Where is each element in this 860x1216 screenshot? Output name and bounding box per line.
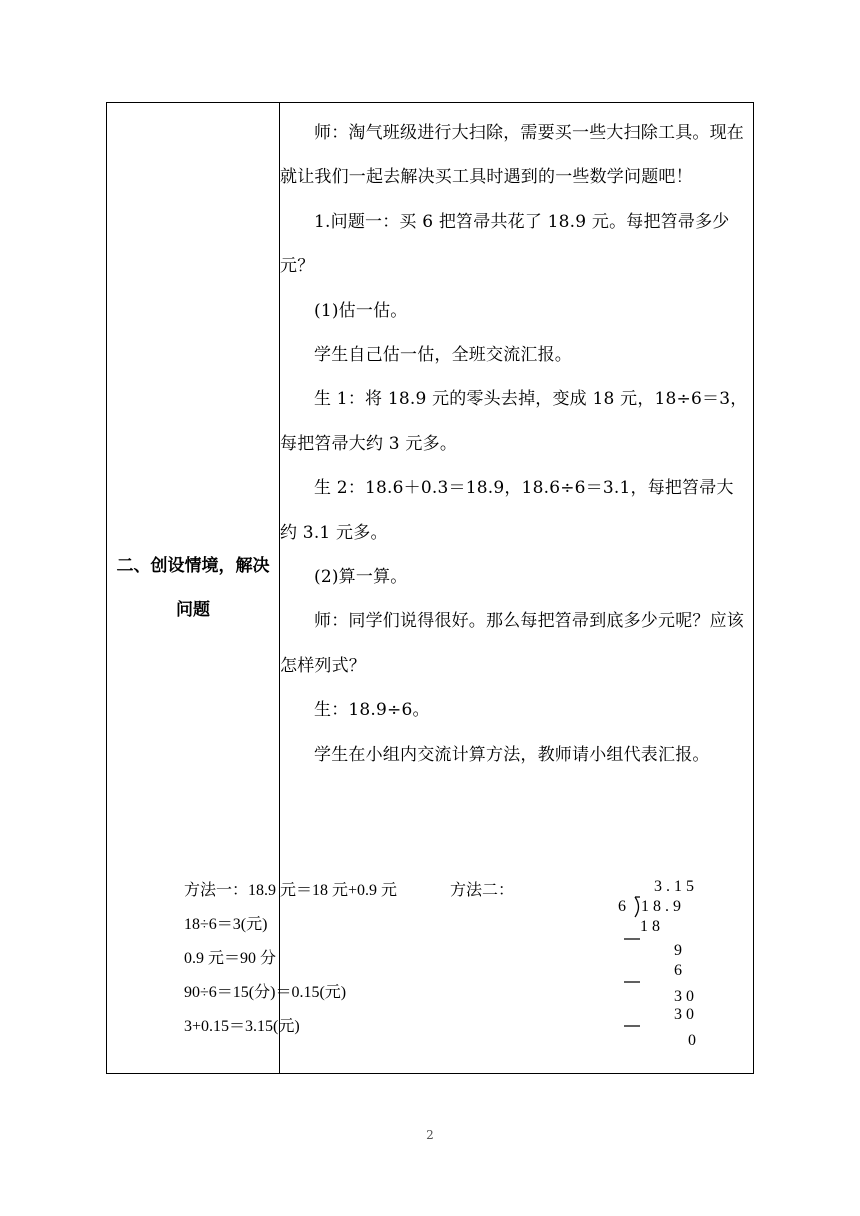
- calculation-methods: [180, 870, 700, 1060]
- paragraph: 师：淘气班级进行大扫除，需要买一些大扫除工具。现在就让我们一起去解决买工具时遇到的一些数学问题吧！: [280, 123, 744, 188]
- method-one-line: 90÷6＝15(分)＝0.15(元): [184, 984, 347, 1001]
- paragraph: 生 1：将 18.9 元的零头去掉，变成 18 元，18÷6＝3，每把笤帚大约 3 元多。: [280, 389, 748, 454]
- paragraph: 学生在小组内交流计算方法，教师请小组代表汇报。: [314, 744, 710, 765]
- division-divisor: 6: [618, 898, 630, 915]
- division-step: 30: [674, 988, 698, 1005]
- division-lines: [180, 870, 640, 1060]
- division-step: 9: [674, 942, 686, 959]
- paragraph: 生 2：18.6＋0.3＝18.9，18.6÷6＝3.1，每把笤帚大约 3.1 元多。: [280, 478, 734, 543]
- division-step: 30: [674, 1006, 698, 1023]
- paragraph: 师：同学们说得很好。那么每把笤帚到底多少元呢？应该怎样列式？: [280, 611, 744, 676]
- method-one-line: 3+0.15＝3.15(元): [184, 1018, 300, 1035]
- division-step: 18: [640, 918, 664, 935]
- division-dividend: 18.9: [641, 898, 685, 915]
- paragraph: (2)算一算。: [314, 567, 408, 588]
- content-cell: [280, 111, 748, 777]
- method-two-label: 方法二：: [450, 882, 515, 899]
- division-step: 0: [688, 1032, 700, 1049]
- method-one-line: 方法一：18.9 元＝18 元+0.9 元: [184, 882, 398, 899]
- method-one-line: 0.9 元＝90 分: [184, 950, 277, 967]
- division-quotient: 3.15: [654, 878, 698, 895]
- page-number: 2: [426, 1128, 434, 1142]
- paragraph: (1)估一估。: [314, 300, 408, 321]
- paragraph: 1.问题一：买 6 把笤帚共花了 18.9 元。每把笤帚多少元？: [280, 211, 730, 277]
- method-one-line: 18÷6＝3(元): [184, 916, 268, 933]
- division-step: 6: [674, 962, 686, 979]
- stage-title: 二、创设情境，解决问题: [116, 556, 270, 620]
- paragraph: 生：18.9÷6。: [314, 700, 430, 721]
- paragraph: 学生自己估一估，全班交流汇报。: [314, 345, 572, 366]
